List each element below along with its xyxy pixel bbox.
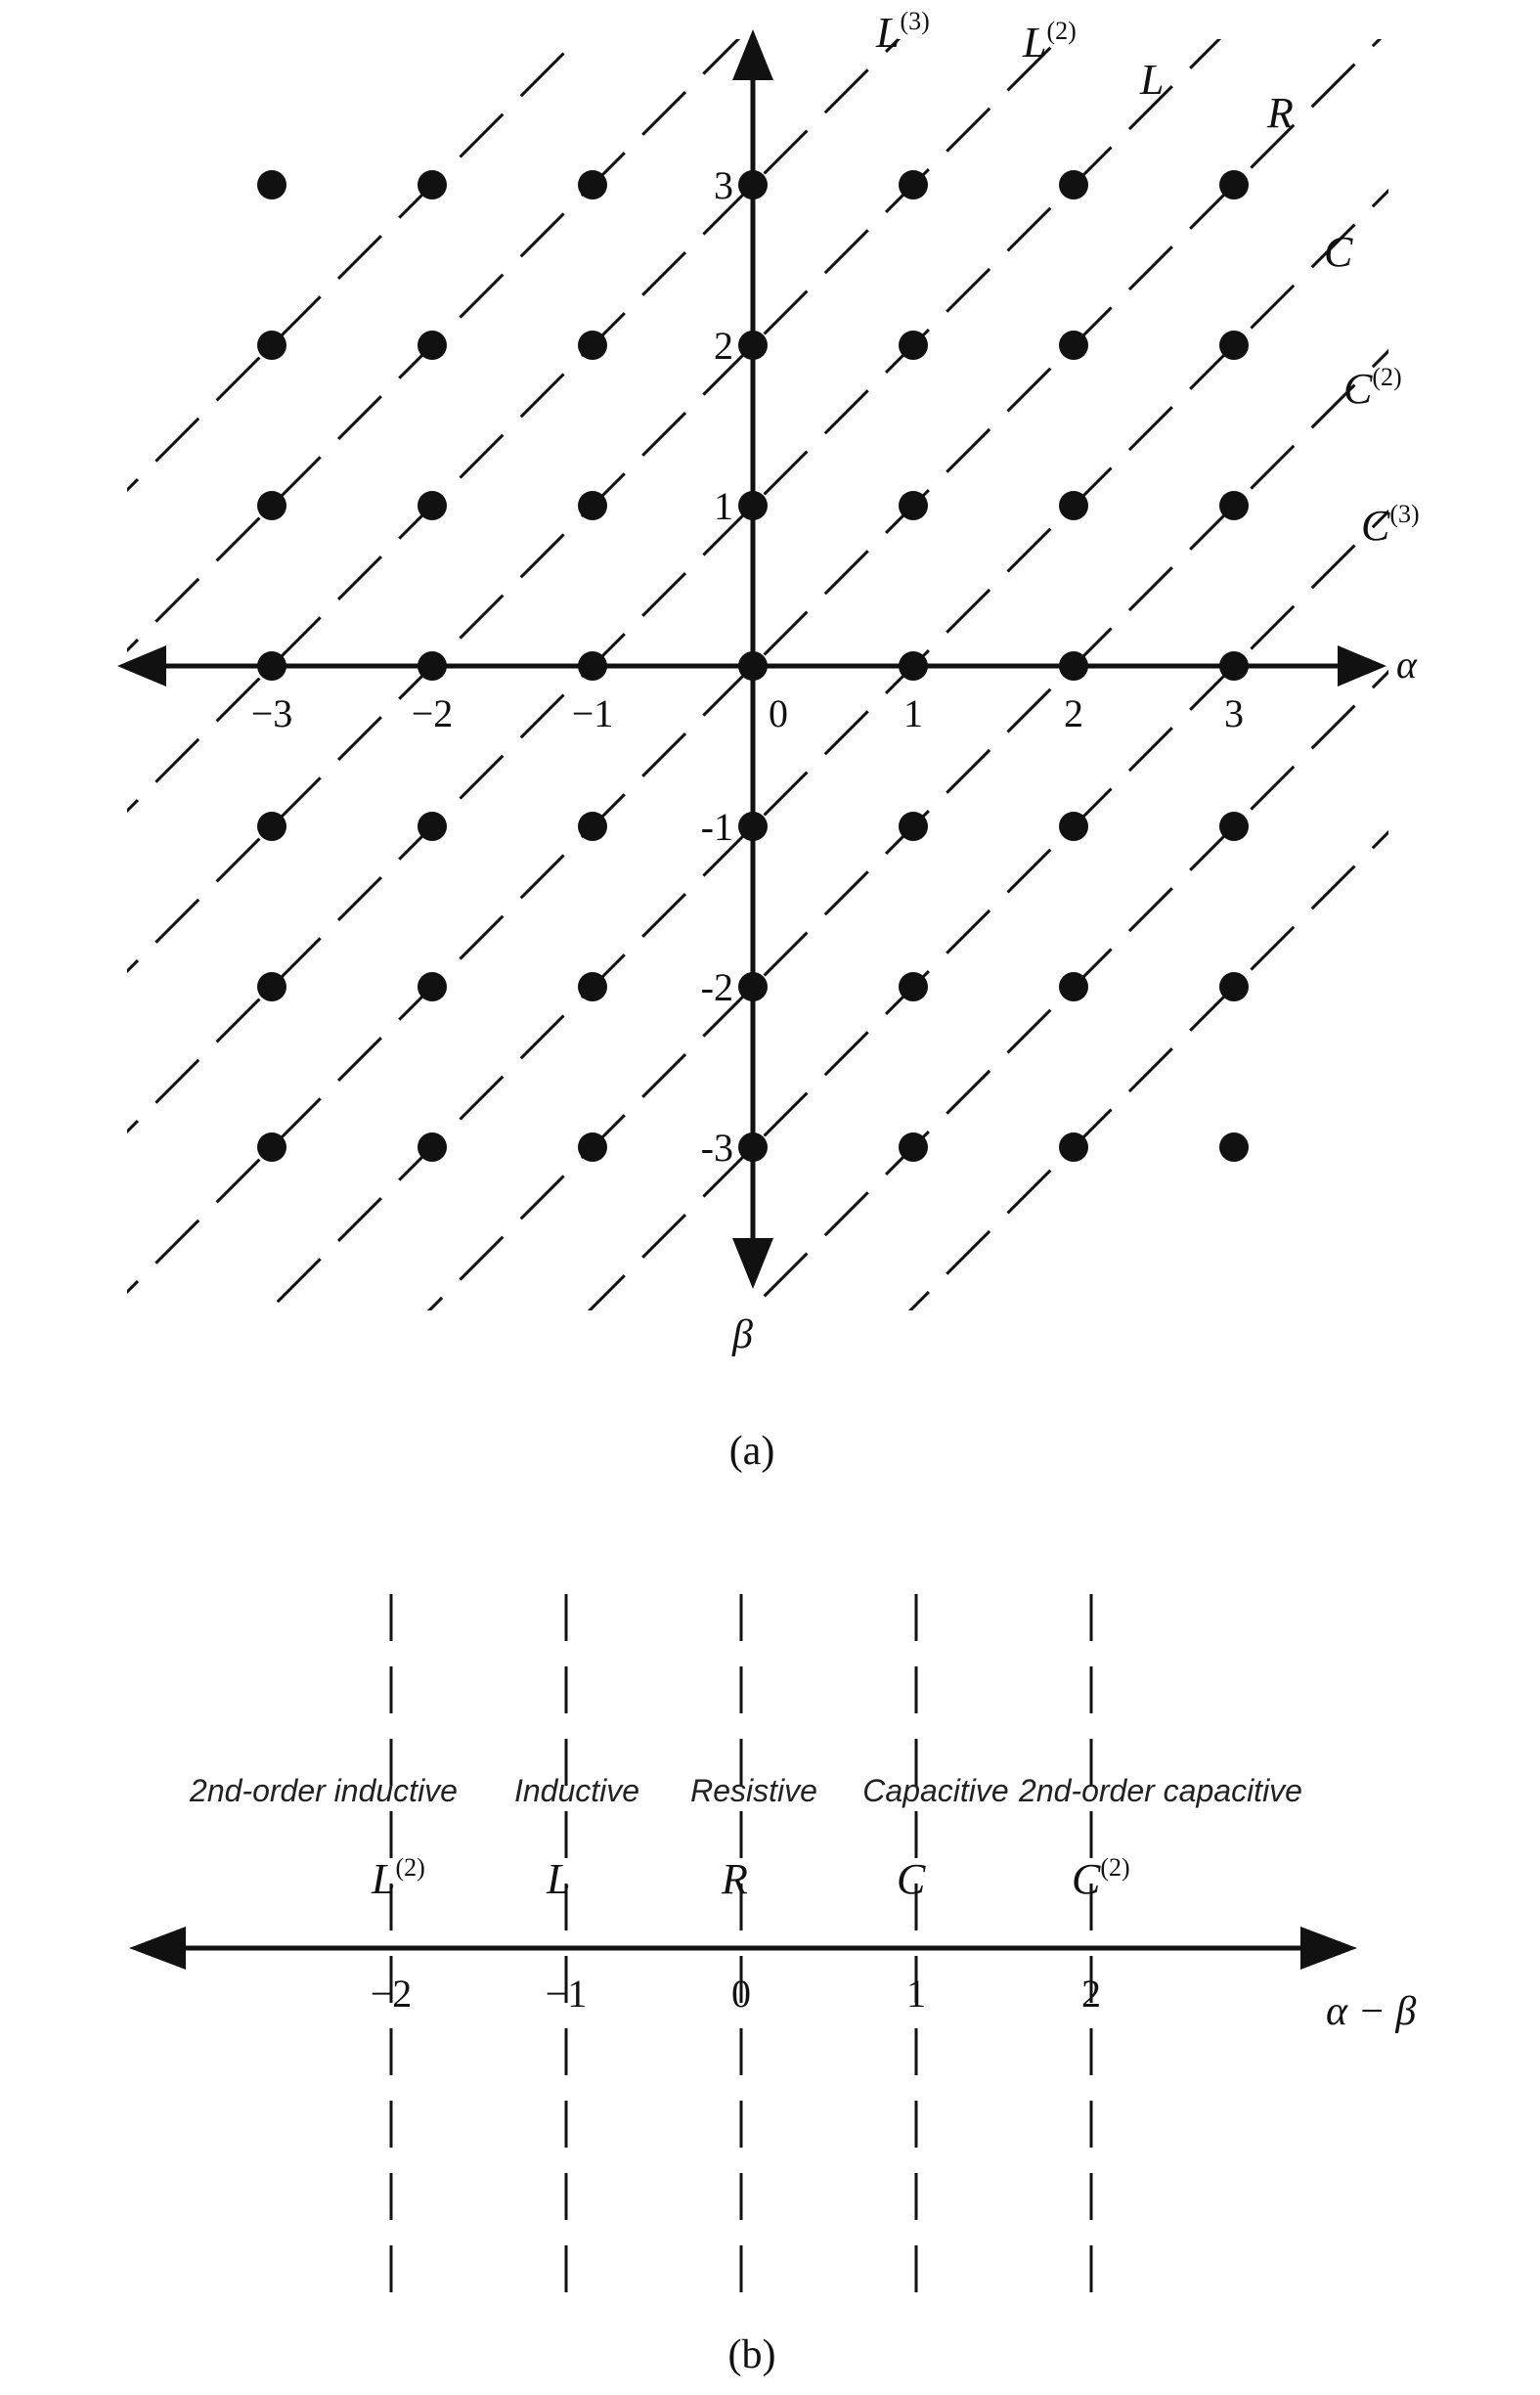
lattice-point bbox=[1059, 812, 1088, 841]
alpha-axis-left-arrow bbox=[117, 645, 166, 687]
panel-b-caption: (b) bbox=[727, 2332, 776, 2377]
origin-label: 0 bbox=[769, 691, 788, 735]
beta-tick-label: 2 bbox=[714, 324, 733, 368]
lattice-point bbox=[578, 651, 607, 681]
alpha-tick-label: −3 bbox=[250, 691, 293, 735]
diagonal-line bbox=[0, 185, 1540, 2109]
lattice-point bbox=[899, 812, 928, 841]
alpha-tick-label: 1 bbox=[903, 691, 923, 735]
b-axis-right-arrow bbox=[1300, 1927, 1357, 1970]
lattice-point bbox=[899, 170, 928, 200]
lattice-point bbox=[418, 170, 447, 200]
lattice-point bbox=[418, 651, 447, 681]
beta-axis-top-arrow bbox=[732, 29, 773, 80]
panel-b-tick-labels bbox=[371, 1972, 1101, 2016]
lattice-point bbox=[578, 331, 607, 360]
lattice-point bbox=[578, 972, 607, 1001]
lattice-point bbox=[418, 491, 447, 520]
lattice-point bbox=[418, 972, 447, 1001]
region-label: 2nd-order inductive bbox=[190, 1773, 458, 1808]
line-label: L bbox=[1140, 56, 1165, 104]
region-label: 2nd-order capacitive bbox=[1019, 1773, 1302, 1808]
element-symbol: R bbox=[722, 1855, 748, 1903]
lattice-point bbox=[418, 1132, 447, 1162]
lattice-point bbox=[1219, 972, 1249, 1001]
lattice-point bbox=[899, 331, 928, 360]
line-label: $C^{(3)}$ bbox=[1361, 500, 1420, 550]
line-label: $L^{(3)}$ bbox=[876, 7, 930, 57]
lattice-point bbox=[418, 812, 447, 841]
b-tick-label: −1 bbox=[545, 1972, 588, 2016]
lattice-point bbox=[738, 972, 768, 1001]
element-symbols bbox=[371, 1853, 1130, 1903]
lattice-point bbox=[257, 491, 286, 520]
beta-tick-label: -3 bbox=[700, 1126, 733, 1170]
region-boundary-lines bbox=[391, 1594, 1091, 2293]
lattice-point bbox=[1059, 170, 1088, 200]
line-label: C bbox=[1324, 228, 1353, 276]
lattice-point bbox=[899, 491, 928, 520]
lattice-point bbox=[738, 651, 768, 681]
b-tick-label: 0 bbox=[731, 1972, 751, 2016]
element-symbol: $C^{(2)}$ bbox=[1072, 1853, 1130, 1903]
region-label: Resistive bbox=[690, 1773, 817, 1808]
lattice-point bbox=[738, 170, 768, 200]
lattice-point bbox=[257, 651, 286, 681]
diagonal-line-labels bbox=[875, 7, 1420, 550]
diagonal-line bbox=[0, 345, 1540, 2270]
lattice-point bbox=[899, 1132, 928, 1162]
line-label: $C^{(2)}$ bbox=[1343, 363, 1402, 413]
region-labels bbox=[189, 1773, 1302, 1808]
alpha-tick-label: 3 bbox=[1224, 691, 1244, 735]
lattice-point bbox=[1219, 812, 1249, 841]
b-tick-label: 1 bbox=[906, 1972, 926, 2016]
region-label: Capacitive bbox=[862, 1773, 1009, 1808]
lattice-point bbox=[1219, 491, 1249, 520]
line-label: R bbox=[1267, 89, 1294, 137]
lattice-point bbox=[1059, 972, 1088, 1001]
element-symbol: C bbox=[897, 1855, 926, 1903]
lattice-point bbox=[578, 1132, 607, 1162]
lattice-point bbox=[1219, 1132, 1249, 1162]
lattice-point bbox=[899, 651, 928, 681]
alpha-axis-label: α bbox=[1396, 643, 1417, 687]
lattice-point bbox=[738, 812, 768, 841]
b-axis-left-arrow bbox=[129, 1927, 186, 1970]
lattice-point bbox=[1059, 331, 1088, 360]
beta-tick-label: 3 bbox=[714, 163, 733, 207]
lattice-point bbox=[578, 491, 607, 520]
alpha-tick-label: 2 bbox=[1064, 691, 1083, 735]
beta-tick-label: -1 bbox=[700, 805, 733, 849]
lattice-point bbox=[578, 170, 607, 200]
lattice-point bbox=[257, 1132, 286, 1162]
lattice-point bbox=[257, 331, 286, 360]
alpha-minus-beta-label: α − β bbox=[1326, 1989, 1417, 2034]
element-symbol: $L^{(2)}$ bbox=[372, 1853, 425, 1903]
b-tick-label: 2 bbox=[1081, 1972, 1101, 2016]
lattice-point bbox=[418, 331, 447, 360]
alpha-tick-label: −1 bbox=[571, 691, 614, 735]
region-label: Inductive bbox=[513, 1773, 640, 1808]
beta-axis-label: β bbox=[732, 1312, 753, 1357]
lattice-point bbox=[899, 972, 928, 1001]
beta-tick-label: 1 bbox=[714, 484, 733, 528]
alpha-tick-label: −2 bbox=[411, 691, 454, 735]
lattice-point bbox=[257, 812, 286, 841]
diagonal-line bbox=[0, 0, 1540, 1147]
lattice-point bbox=[1059, 491, 1088, 520]
line-label: $L^{(2)}$ bbox=[1023, 17, 1077, 67]
beta-tick-label: -2 bbox=[700, 965, 733, 1009]
lattice-point bbox=[1219, 331, 1249, 360]
lattice-point bbox=[738, 331, 768, 360]
panel-b bbox=[129, 1594, 1416, 2377]
lattice-point bbox=[1219, 651, 1249, 681]
lattice-point bbox=[257, 170, 286, 200]
diagonal-line bbox=[0, 0, 1540, 987]
beta-axis-bottom-arrow bbox=[732, 1238, 773, 1289]
lattice-point bbox=[257, 972, 286, 1001]
lattice-point bbox=[738, 1132, 768, 1162]
lattice-point bbox=[1059, 651, 1088, 681]
element-symbol: L bbox=[547, 1855, 571, 1903]
lattice-point bbox=[738, 491, 768, 520]
b-tick-label: −2 bbox=[370, 1972, 413, 2016]
lattice-point bbox=[1219, 170, 1249, 200]
panel-a-caption: (a) bbox=[728, 1429, 775, 1474]
diagonal-line bbox=[0, 24, 1540, 1949]
lattice-point bbox=[578, 812, 607, 841]
lattice-point bbox=[1059, 1132, 1088, 1162]
